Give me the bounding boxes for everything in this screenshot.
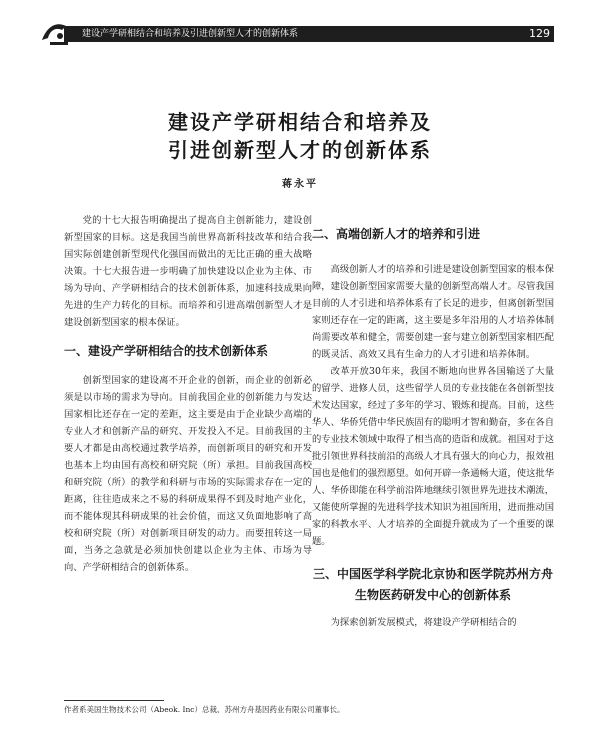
section-2-paragraph-2: 改革开放30年来，我国不断地向世界各国输送了大量的留学、进修人员，这些留学人员的专业技能在各创新型技术发达国家，经过了多年的学习、锻炼和提高。目前，这些华人、华侨凭借中华民族固有的聪明才智和勤奋，多在各自的专业技术领域中取得了相当高的造诣和成就。祖国对于这批引领世界科技前沿的高级人才具有强大的向心力，报效祖国也是他们的强烈愿望。如何开辟一条通畅大道，使这批华人、华侨即能在科学前沿阵地继续引领世界先进技术潮流，又能使所掌握的先进科学技术知识为祖国所用，进而推动国家的科教水平、人才培养的全面提升就成为了一个重要的课题。 [312,366,554,547]
running-header [64,26,554,42]
footer-divider [64,700,164,701]
section-3-paragraph: 为探索创新发展模式，将建设产学研相结合的 [330,617,517,628]
intro-paragraph: 党的十七大报告明确提出了提高自主创新能力，建设创新型国家的目标。这是我国当前世界高新科技改革和结合我国实际创建创新型现代化强国而做出的无比正确的重大战略决策。十七大报告进一步明确了加快建设以企业为主体、市场为导向、产学研相结合的技术创新体系，加速科技成果向先进的生产力转化的目标。而培养和引进高端创新型人才是建设创新型国家的根本保证。 [64,215,312,328]
title-line-1: 建设产学研相结合和培养及 [168,110,432,134]
section-2-paragraph-1: 高级创新人才的培养和引进是建设创新型国家的根本保障，建设创新型国家需要大量的创新型高端人才。尽管我国目前的人才引进和培养体系有了长足的进步，但离创新型国家则还存在一定的距离，这主要是多年沿用的人才培养体制尚需要改革和健全，需要创建一套与建立创新型国家相匹配的既灵活、高效又具有生命力的人才引进和培养体制。 [312,264,554,360]
title-line-2: 引进创新型人才的创新体系 [168,138,432,162]
running-title: 建设产学研相结合和培养及引进创新型人才的创新体系 [82,29,299,39]
page-number: 129 [529,27,550,40]
right-column [312,212,554,631]
section-3-heading: 三、中国医学科学院北京协和医学院苏州方舟生物医药研发中心的创新体系 [312,567,553,602]
section-2-heading: 二、高端创新人才的培养和引进 [312,227,481,241]
author-name: 蒋永平 [282,179,318,190]
article-title [60,108,540,164]
author-footnote: 作者系美国生物技术公司（Abeok. Inc）总裁、苏州方舟基因药业有限公司董事长。 [64,705,345,714]
section-1-paragraph: 创新型国家的建设离不开企业的创新，而企业的创新必须是以市场的需求为导向。目前我国企业的创新能力与发达国家相比还存在一定的差距，这主要是由于企业缺少高端的专业人才和创新产品的研究、开发投入不足。目前我国的主要人才都是由高校通过教学培养，而创新项目的研究和开发也基本上均由国有高校和研究院（所）承担。目前我国高校和研究院（所）的教学和科研与市场的实际需求存在一定的距离，往往造成来之不易的科研成果得不到及时地产业化，而不能体现其科研成果的社会价值，而这又负面地影响了高校和研究院（所）对创新项目研发的动力。而要扭转这一局面，当务之急就是必须加快创建以企业为主体、市场为导向、产学研相结合的创新体系。 [64,375,312,573]
section-1-heading: 一、建设产学研相结合的技术创新体系 [64,344,269,358]
left-column [64,212,312,576]
